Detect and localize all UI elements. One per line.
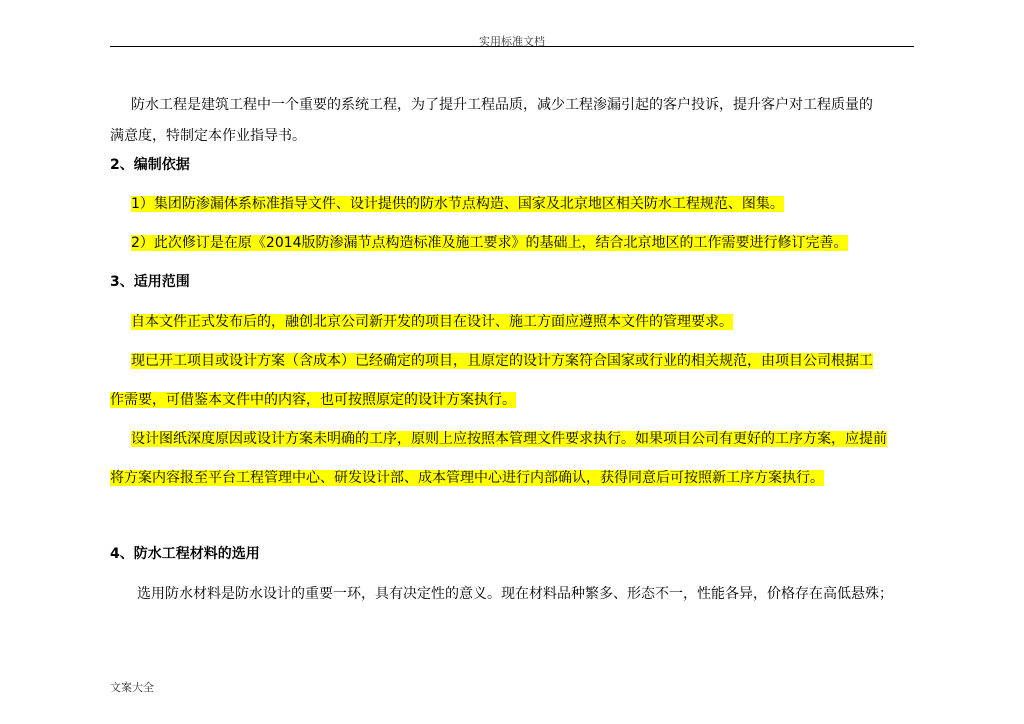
section-4-paragraph-1: 选用防水材料是防水设计的重要一环，具有决定性的意义。现在材料品种繁多、形态不一，性能各异，价格存在高低悬殊； xyxy=(137,586,893,602)
section-2-item-2-text: 2）此次修订是在原《2014版防渗漏节点构造标准及施工要求》的基础上，结合北京地区的工作需要进行修订完善。 xyxy=(131,235,848,251)
section-2-heading: 2、编制依据 xyxy=(110,157,190,173)
header-divider xyxy=(110,46,914,47)
page-footer-text: 文案大全 xyxy=(110,681,154,694)
section-3-paragraph-3-line-1 xyxy=(131,429,887,449)
section-2-item-2 xyxy=(131,233,848,253)
section-3-heading: 3、适用范围 xyxy=(110,274,190,290)
section-3-paragraph-2-line-2 xyxy=(110,390,516,410)
section-3-paragraph-3-line-2 xyxy=(110,468,824,488)
section-2-item-1-text: 1）集团防渗漏体系标准指导文件、设计提供的防水节点构造、国家及北京地区相关防水工程规范、图集。 xyxy=(131,196,784,212)
section-3-paragraph-2-line-2-text: 作需要，可借鉴本文件中的内容，也可按照原定的设计方案执行。 xyxy=(110,392,516,408)
intro-paragraph-line-1: 防水工程是建筑工程中一个重要的系统工程，为了提升工程品质，减少工程渗漏引起的客户投诉，提升客户对工程质量的 xyxy=(131,97,873,113)
intro-paragraph-line-2: 满意度，特制定本作业指导书。 xyxy=(110,128,306,144)
section-3-paragraph-3-line-2-text: 将方案内容报至平台工程管理中心、研发设计部、成本管理中心进行内部确认，获得同意后可按照新工序方案执行。 xyxy=(110,470,824,486)
page-header-title: 实用标准文档 xyxy=(479,35,545,48)
section-3-paragraph-2-line-1-text: 现已开工项目或设计方案（含成本）已经确定的项目，且原定的设计方案符合国家或行业的相关规范，由项目公司根据工 xyxy=(131,353,873,369)
section-3-paragraph-1-text: 自本文件正式发布后的，融创北京公司新开发的项目在设计、施工方面应遵照本文件的管理要求。 xyxy=(131,314,733,330)
section-3-paragraph-3-line-1-text: 设计图纸深度原因或设计方案未明确的工序，原则上应按照本管理文件要求执行。如果项目公司有更好的工序方案，应提前 xyxy=(131,431,887,447)
section-2-item-1 xyxy=(131,194,784,214)
section-4-heading: 4、防水工程材料的选用 xyxy=(110,546,260,562)
section-3-paragraph-2-line-1 xyxy=(131,351,873,371)
section-3-paragraph-1 xyxy=(131,312,733,332)
